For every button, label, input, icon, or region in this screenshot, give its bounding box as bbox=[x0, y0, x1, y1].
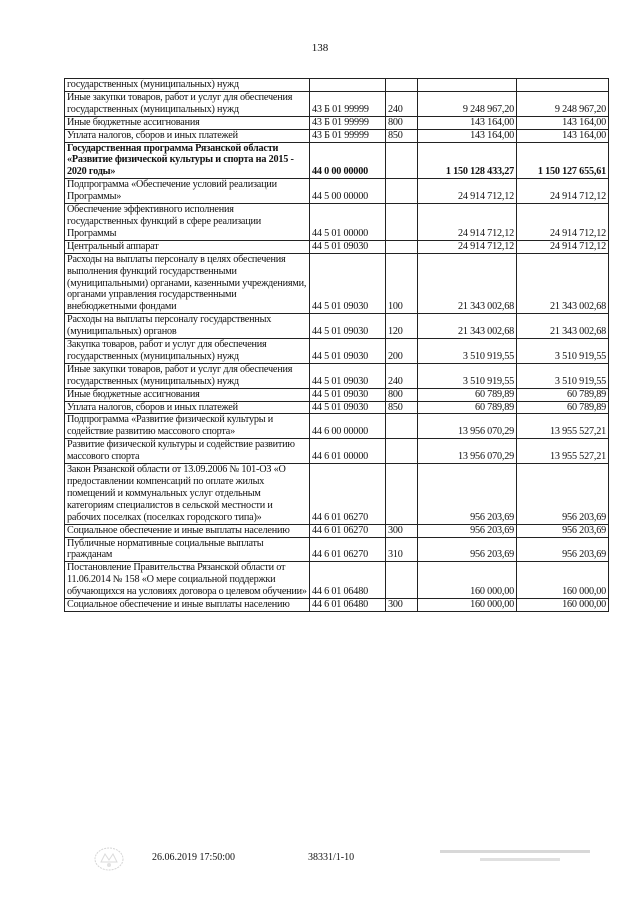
row-amount-cell: 160 000,00 bbox=[418, 562, 517, 599]
table-row bbox=[65, 339, 609, 364]
row-code-cell: 44 6 00 00000 bbox=[310, 414, 386, 439]
row-name-cell: Социальное обеспечение и иные выплаты населению bbox=[65, 524, 310, 537]
table-row bbox=[65, 79, 609, 92]
row-code-cell: 44 5 00 00000 bbox=[310, 179, 386, 204]
footer-date: 26.06.2019 17:50:00 bbox=[152, 852, 236, 863]
row-amount-cell: 9 248 967,20 bbox=[418, 91, 517, 116]
row-amount-cell: 21 343 002,68 bbox=[418, 314, 517, 339]
row-amount-cell: 956 203,69 bbox=[517, 524, 609, 537]
row-amount-cell: 3 510 919,55 bbox=[517, 339, 609, 364]
row-name-cell: Иные бюджетные ассигнования bbox=[65, 116, 310, 129]
row-amount-cell: 21 343 002,68 bbox=[418, 253, 517, 314]
row-amount-cell: 60 789,89 bbox=[517, 388, 609, 401]
row-type-cell: 240 bbox=[386, 91, 418, 116]
row-code-cell: 44 6 01 06270 bbox=[310, 537, 386, 562]
row-amount-cell: 956 203,69 bbox=[418, 537, 517, 562]
table-row bbox=[65, 439, 609, 464]
table-row bbox=[65, 562, 609, 599]
row-amount-cell bbox=[517, 79, 609, 92]
table-row bbox=[65, 414, 609, 439]
table-row bbox=[65, 204, 609, 241]
row-amount-cell: 60 789,89 bbox=[418, 388, 517, 401]
row-amount-cell: 24 914 712,12 bbox=[517, 240, 609, 253]
table-row bbox=[65, 240, 609, 253]
row-name-cell: Уплата налогов, сборов и иных платежей bbox=[65, 401, 310, 414]
row-type-cell: 310 bbox=[386, 537, 418, 562]
row-amount-cell: 13 955 527,21 bbox=[517, 414, 609, 439]
row-type-cell bbox=[386, 464, 418, 525]
budget-table bbox=[64, 78, 609, 612]
row-code-cell: 44 5 01 09030 bbox=[310, 240, 386, 253]
row-type-cell: 120 bbox=[386, 314, 418, 339]
table-row bbox=[65, 314, 609, 339]
table-row bbox=[65, 179, 609, 204]
row-amount-cell: 3 510 919,55 bbox=[517, 363, 609, 388]
row-amount-cell: 160 000,00 bbox=[517, 562, 609, 599]
row-amount-cell: 21 343 002,68 bbox=[517, 253, 609, 314]
row-code-cell: 43 Б 01 99999 bbox=[310, 116, 386, 129]
row-amount-cell: 24 914 712,12 bbox=[517, 179, 609, 204]
row-name-cell: Уплата налогов, сборов и иных платежей bbox=[65, 129, 310, 142]
row-name-cell: Иные закупки товаров, работ и услуг для обеспечения государственных (муниципальных) нужд bbox=[65, 363, 310, 388]
row-amount-cell: 160 000,00 bbox=[418, 599, 517, 612]
row-amount-cell: 956 203,69 bbox=[418, 464, 517, 525]
row-code-cell: 44 5 01 00000 bbox=[310, 204, 386, 241]
row-name-cell: Государственная программа Рязанской области «Развитие физической культуры и спорта на 2015 - 2020 годы» bbox=[65, 142, 310, 179]
row-amount-cell: 24 914 712,12 bbox=[418, 240, 517, 253]
row-amount-cell: 143 164,00 bbox=[418, 129, 517, 142]
row-amount-cell bbox=[418, 79, 517, 92]
footer-doc-number: 38331/1-10 bbox=[308, 852, 355, 863]
table-row bbox=[65, 363, 609, 388]
row-amount-cell: 13 955 527,21 bbox=[517, 439, 609, 464]
row-amount-cell: 9 248 967,20 bbox=[517, 91, 609, 116]
row-amount-cell: 1 150 128 433,27 bbox=[418, 142, 517, 179]
row-name-cell: Закупка товаров, работ и услуг для обеспечения государственных (муниципальных) нужд bbox=[65, 339, 310, 364]
row-code-cell: 44 6 01 06480 bbox=[310, 599, 386, 612]
row-type-cell bbox=[386, 204, 418, 241]
table-row bbox=[65, 129, 609, 142]
row-amount-cell: 60 789,89 bbox=[418, 401, 517, 414]
table-row bbox=[65, 91, 609, 116]
row-amount-cell: 143 164,00 bbox=[418, 116, 517, 129]
table-row bbox=[65, 116, 609, 129]
row-name-cell: Расходы на выплаты персоналу в целях обеспечения выполнения функций государственными (муниципальными) органами, казенными учреждениями, органами управления государственными внебюджетными фондами bbox=[65, 253, 310, 314]
row-code-cell: 44 5 01 09030 bbox=[310, 253, 386, 314]
row-type-cell: 300 bbox=[386, 524, 418, 537]
faint-notice bbox=[440, 848, 610, 867]
row-name-cell: Центральный аппарат bbox=[65, 240, 310, 253]
row-type-cell bbox=[386, 179, 418, 204]
row-type-cell bbox=[386, 240, 418, 253]
row-code-cell bbox=[310, 79, 386, 92]
row-type-cell bbox=[386, 142, 418, 179]
row-code-cell: 44 6 01 06270 bbox=[310, 524, 386, 537]
row-amount-cell: 3 510 919,55 bbox=[418, 339, 517, 364]
row-type-cell: 300 bbox=[386, 599, 418, 612]
row-amount-cell: 13 956 070,29 bbox=[418, 439, 517, 464]
row-code-cell: 44 5 01 09030 bbox=[310, 314, 386, 339]
table-row bbox=[65, 142, 609, 179]
row-code-cell: 44 5 01 09030 bbox=[310, 363, 386, 388]
row-type-cell: 850 bbox=[386, 129, 418, 142]
row-amount-cell: 956 203,69 bbox=[418, 524, 517, 537]
row-type-cell: 800 bbox=[386, 116, 418, 129]
row-name-cell: Иные бюджетные ассигнования bbox=[65, 388, 310, 401]
row-code-cell: 43 Б 01 99999 bbox=[310, 129, 386, 142]
row-amount-cell: 956 203,69 bbox=[517, 464, 609, 525]
row-name-cell: Обеспечение эффективного исполнения государственных функций в сфере реализации Программы bbox=[65, 204, 310, 241]
row-type-cell bbox=[386, 414, 418, 439]
row-type-cell bbox=[386, 79, 418, 92]
row-name-cell: Развитие физической культуры и содействие развитию массового спорта bbox=[65, 439, 310, 464]
emblem-stamp-icon bbox=[92, 846, 126, 872]
row-amount-cell: 24 914 712,12 bbox=[418, 179, 517, 204]
row-type-cell: 850 bbox=[386, 401, 418, 414]
row-code-cell: 43 Б 01 99999 bbox=[310, 91, 386, 116]
table-row bbox=[65, 253, 609, 314]
row-amount-cell: 24 914 712,12 bbox=[418, 204, 517, 241]
table-row bbox=[65, 599, 609, 612]
row-name-cell: Иные закупки товаров, работ и услуг для обеспечения государственных (муниципальных) нужд bbox=[65, 91, 310, 116]
row-code-cell: 44 5 01 09030 bbox=[310, 339, 386, 364]
table-row bbox=[65, 537, 609, 562]
row-code-cell: 44 6 01 06480 bbox=[310, 562, 386, 599]
row-code-cell: 44 5 01 09030 bbox=[310, 388, 386, 401]
row-amount-cell: 13 956 070,29 bbox=[418, 414, 517, 439]
row-amount-cell: 1 150 127 655,61 bbox=[517, 142, 609, 179]
row-code-cell: 44 6 01 00000 bbox=[310, 439, 386, 464]
row-amount-cell: 60 789,89 bbox=[517, 401, 609, 414]
row-name-cell: Закон Рязанской области от 13.09.2006 № 101-ОЗ «О предоставлении компенсаций по оплате жилых помещений и коммунальных услуг отдельным категориям специалистов в сельской местности и рабочих поселках (поселках городского типа)» bbox=[65, 464, 310, 525]
row-type-cell bbox=[386, 562, 418, 599]
row-type-cell: 200 bbox=[386, 339, 418, 364]
row-code-cell: 44 0 00 00000 bbox=[310, 142, 386, 179]
row-name-cell: Подпрограмма «Обеспечение условий реализации Программы» bbox=[65, 179, 310, 204]
page-number: 138 bbox=[311, 42, 329, 54]
row-name-cell: Подпрограмма «Развитие физической культуры и содействие развитию массового спорта» bbox=[65, 414, 310, 439]
row-type-cell: 800 bbox=[386, 388, 418, 401]
row-code-cell: 44 5 01 09030 bbox=[310, 401, 386, 414]
row-name-cell: Публичные нормативные социальные выплаты гражданам bbox=[65, 537, 310, 562]
row-amount-cell: 160 000,00 bbox=[517, 599, 609, 612]
row-type-cell: 240 bbox=[386, 363, 418, 388]
row-amount-cell: 143 164,00 bbox=[517, 116, 609, 129]
row-amount-cell: 143 164,00 bbox=[517, 129, 609, 142]
row-name-cell: Социальное обеспечение и иные выплаты населению bbox=[65, 599, 310, 612]
row-type-cell: 100 bbox=[386, 253, 418, 314]
table-row bbox=[65, 388, 609, 401]
table-row bbox=[65, 524, 609, 537]
row-name-cell: Постановление Правительства Рязанской области от 11.06.2014 № 158 «О мере социальной поддержки обучающихся на условиях договора о целевом обучении» bbox=[65, 562, 310, 599]
row-amount-cell: 21 343 002,68 bbox=[517, 314, 609, 339]
row-amount-cell: 3 510 919,55 bbox=[418, 363, 517, 388]
table-row bbox=[65, 401, 609, 414]
row-name-cell: государственных (муниципальных) нужд bbox=[65, 79, 310, 92]
row-type-cell bbox=[386, 439, 418, 464]
table-row bbox=[65, 464, 609, 525]
row-amount-cell: 24 914 712,12 bbox=[517, 204, 609, 241]
row-amount-cell: 956 203,69 bbox=[517, 537, 609, 562]
row-code-cell: 44 6 01 06270 bbox=[310, 464, 386, 525]
row-name-cell: Расходы на выплаты персоналу государственных (муниципальных) органов bbox=[65, 314, 310, 339]
